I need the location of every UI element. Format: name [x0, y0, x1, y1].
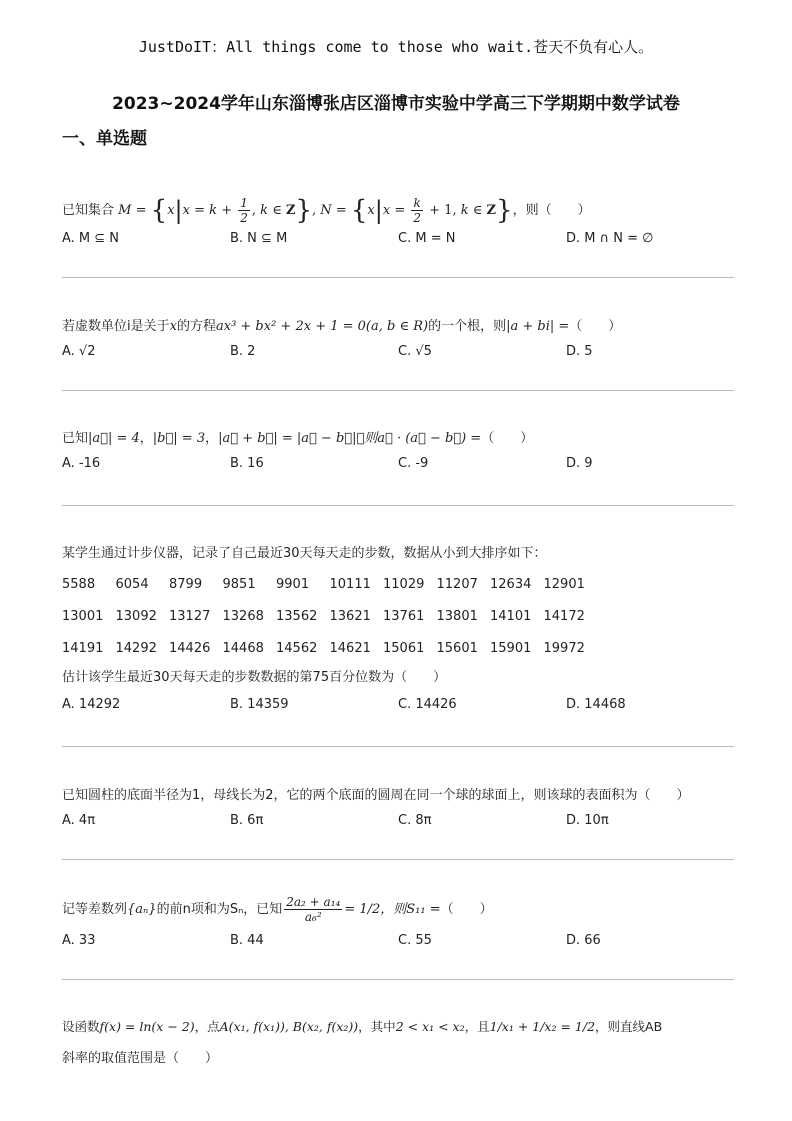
q3-condition-1: |a⃗| = 4: [88, 431, 140, 446]
q1-option-c[interactable]: C. M = N: [398, 231, 456, 246]
q6-fraction-numerator: 2a₂ + a₁₄: [286, 895, 341, 909]
question-4: [62, 543, 734, 717]
divider: [62, 979, 734, 980]
q7-points: A(x₁, f(x₁)), B(x₂, f(x₂)): [219, 1019, 359, 1034]
q6-ask: ，则S₁₁ =: [380, 902, 441, 917]
q4-option-b[interactable]: B. 14359: [230, 697, 289, 712]
steps-data-table: [62, 571, 734, 667]
question-3-stem: 已知|a⃗| = 4，|b⃗| = 3，|a⃗ + b⃗| = |a⃗ − b⃗|，则a⃗ · (a⃗ − b⃗) =（ ）: [62, 431, 534, 446]
exam-title: 2023~2024学年山东淄博张店区淄博市实验中学高三下学期期中数学试卷: [112, 94, 680, 114]
divider: [62, 746, 734, 747]
question-1-stem: 已知集合 M = {x|x = k + $\frac{1}{2}$ , k ∈ Z}, N = {x|x = $\frac{k}{2}$ + 1, k ∈ Z}，则（ ）: [62, 195, 591, 226]
q6-fraction-denominator: a₆²: [304, 910, 322, 924]
question-2-options: [62, 344, 734, 364]
question-1-options: [62, 231, 734, 251]
section-heading: 一、单选题: [62, 129, 147, 149]
q4-option-c[interactable]: C. 14426: [398, 697, 457, 712]
steps-cell: 13092: [115, 609, 157, 624]
q2-option-d[interactable]: D. 5: [566, 344, 593, 359]
question-2: [62, 316, 734, 364]
q6-middle: 的前n项和为Sₙ，已知: [156, 902, 283, 917]
q5-option-a[interactable]: A. 4π: [62, 813, 96, 828]
question-2-stem: 若虚数单位i是关于x的方程ax³ + bx² + 2x + 1 = 0(a, b ∈ R)的一个根，则|a + bi| =（ ）: [62, 319, 622, 334]
q6-prefix: 记等差数列: [62, 902, 128, 917]
q7-text-a: 设函数: [62, 1019, 100, 1034]
steps-cell: 15061: [383, 641, 425, 656]
q7-text-b: ，点: [194, 1019, 220, 1034]
q1-option-b[interactable]: B. N ⊆ M: [230, 231, 288, 246]
question-4-stem: 估计该学生最近30天每天走的步数数据的第75百分位数为（ ）: [62, 670, 447, 685]
divider: [62, 859, 734, 860]
q2-text-a: 若虚数单位i是关于: [62, 319, 170, 334]
q7-text-c: ，其中: [358, 1019, 396, 1034]
q6-option-b[interactable]: B. 44: [230, 933, 264, 948]
steps-cell: 14292: [115, 641, 157, 656]
question-5-options: [62, 813, 734, 833]
q3-condition-3: |a⃗ + b⃗| = |a⃗ − b⃗|: [218, 431, 357, 446]
question-5-stem: 已知圆柱的底面半径为1，母线长为2，它的两个底面的圆周在同一个球的球面上，则该球的表面积为（ ）: [62, 788, 690, 803]
q3-option-b[interactable]: B. 16: [230, 456, 264, 471]
question-7: [62, 1016, 734, 1070]
steps-cell: 14172: [543, 609, 585, 624]
q7-condition: 1/x₁ + 1/x₂ = 1/2: [489, 1019, 596, 1034]
q2-text-c: 的一个根，则: [428, 319, 507, 334]
steps-cell: 9901: [276, 577, 310, 592]
q1-option-d[interactable]: D. M ∩ N = ∅: [566, 231, 654, 246]
divider: [62, 390, 734, 391]
steps-cell: 14621: [329, 641, 371, 656]
steps-cell: 14191: [62, 641, 104, 656]
question-6: [62, 893, 734, 953]
q2-suffix: （ ）: [569, 319, 622, 334]
steps-cell: 19972: [543, 641, 585, 656]
q3-prefix: 已知: [62, 431, 89, 446]
steps-cell: 15601: [436, 641, 478, 656]
question-4-options: [62, 697, 734, 717]
steps-cell: 13801: [436, 609, 478, 624]
q2-option-b[interactable]: B. 2: [230, 344, 256, 359]
q6-option-c[interactable]: C. 55: [398, 933, 432, 948]
question-6-stem: [62, 893, 734, 927]
question-7-stem-line-1: [62, 1016, 734, 1038]
q5-option-d[interactable]: D. 10π: [566, 813, 609, 828]
steps-cell: 14101: [490, 609, 532, 624]
divider: [62, 505, 734, 506]
steps-cell: 13562: [276, 609, 318, 624]
q3-condition-2: |b⃗| = 3: [152, 431, 206, 446]
steps-cell: 10111: [329, 577, 371, 592]
question-5: [62, 785, 734, 833]
steps-row: [62, 571, 734, 603]
q2-option-a[interactable]: A. √2: [62, 344, 96, 359]
q2-option-c[interactable]: C. √5: [398, 344, 432, 359]
steps-cell: 14468: [222, 641, 264, 656]
q3-option-d[interactable]: D. 9: [566, 456, 593, 471]
question-3: [62, 428, 734, 476]
steps-cell: 14426: [169, 641, 211, 656]
steps-cell: 6054: [115, 577, 149, 592]
q2-equation: ax³ + bx² + 2x + 1 = 0(a, b ∈ R): [215, 319, 429, 334]
q2-text-b: 的方程: [176, 319, 216, 334]
question-1: [62, 196, 734, 251]
steps-row: [62, 635, 734, 667]
question-3-options: [62, 456, 734, 476]
q1-prefix: 已知集合: [62, 203, 115, 218]
steps-cell: 11207: [436, 577, 478, 592]
q4-option-d[interactable]: D. 14468: [566, 697, 626, 712]
q7-text-e: ，则直线AB: [595, 1019, 663, 1034]
q7-function: f(x) = ln(x − 2): [99, 1019, 195, 1034]
q5-option-c[interactable]: C. 8π: [398, 813, 432, 828]
q3-option-c[interactable]: C. -9: [398, 456, 429, 471]
question-6-options: [62, 933, 734, 953]
q3-option-a[interactable]: A. -16: [62, 456, 101, 471]
steps-cell: 13268: [222, 609, 264, 624]
q6-sequence: {aₙ}: [127, 902, 157, 917]
question-4-intro: 某学生通过计步仪器，记录了自己最近30天每天走的步数，数据从小到大排序如下：: [62, 546, 547, 561]
steps-cell: 12634: [490, 577, 532, 592]
q6-equals: = 1/2: [344, 902, 381, 917]
steps-cell: 13127: [169, 609, 211, 624]
steps-cell: 14562: [276, 641, 318, 656]
steps-cell: 11029: [383, 577, 425, 592]
q2-expression: |a + bi| =: [506, 319, 570, 334]
steps-cell: 9851: [222, 577, 256, 592]
motto-header: JustDoIT：All things come to those who wait.苍天不负有心人。: [138, 38, 654, 56]
steps-cell: 12901: [543, 577, 585, 592]
q1-suffix: ，则（ ）: [512, 203, 591, 218]
steps-cell: 8799: [169, 577, 203, 592]
q6-suffix: （ ）: [440, 902, 493, 917]
divider: [62, 277, 734, 278]
q3-ask: ，则a⃗ · (a⃗ − b⃗) =: [356, 431, 482, 446]
steps-cell: 13621: [329, 609, 371, 624]
q4-option-a[interactable]: A. 14292: [62, 697, 121, 712]
q6-option-d[interactable]: D. 66: [566, 933, 601, 948]
q3-suffix: （ ）: [481, 431, 534, 446]
q5-option-b[interactable]: B. 6π: [230, 813, 264, 828]
steps-cell: 5588: [62, 577, 96, 592]
steps-row: [62, 603, 734, 635]
q7-text-d: ，且: [464, 1019, 490, 1034]
steps-cell: 13761: [383, 609, 425, 624]
question-7-stem-line-2: 斜率的取值范围是（ ）: [62, 1051, 219, 1066]
q6-option-a[interactable]: A. 33: [62, 933, 96, 948]
q1-option-a[interactable]: A. M ⊆ N: [62, 231, 120, 246]
q7-inequality: 2 < x₁ < x₂: [395, 1019, 465, 1034]
steps-cell: 13001: [62, 609, 104, 624]
steps-cell: 15901: [490, 641, 532, 656]
